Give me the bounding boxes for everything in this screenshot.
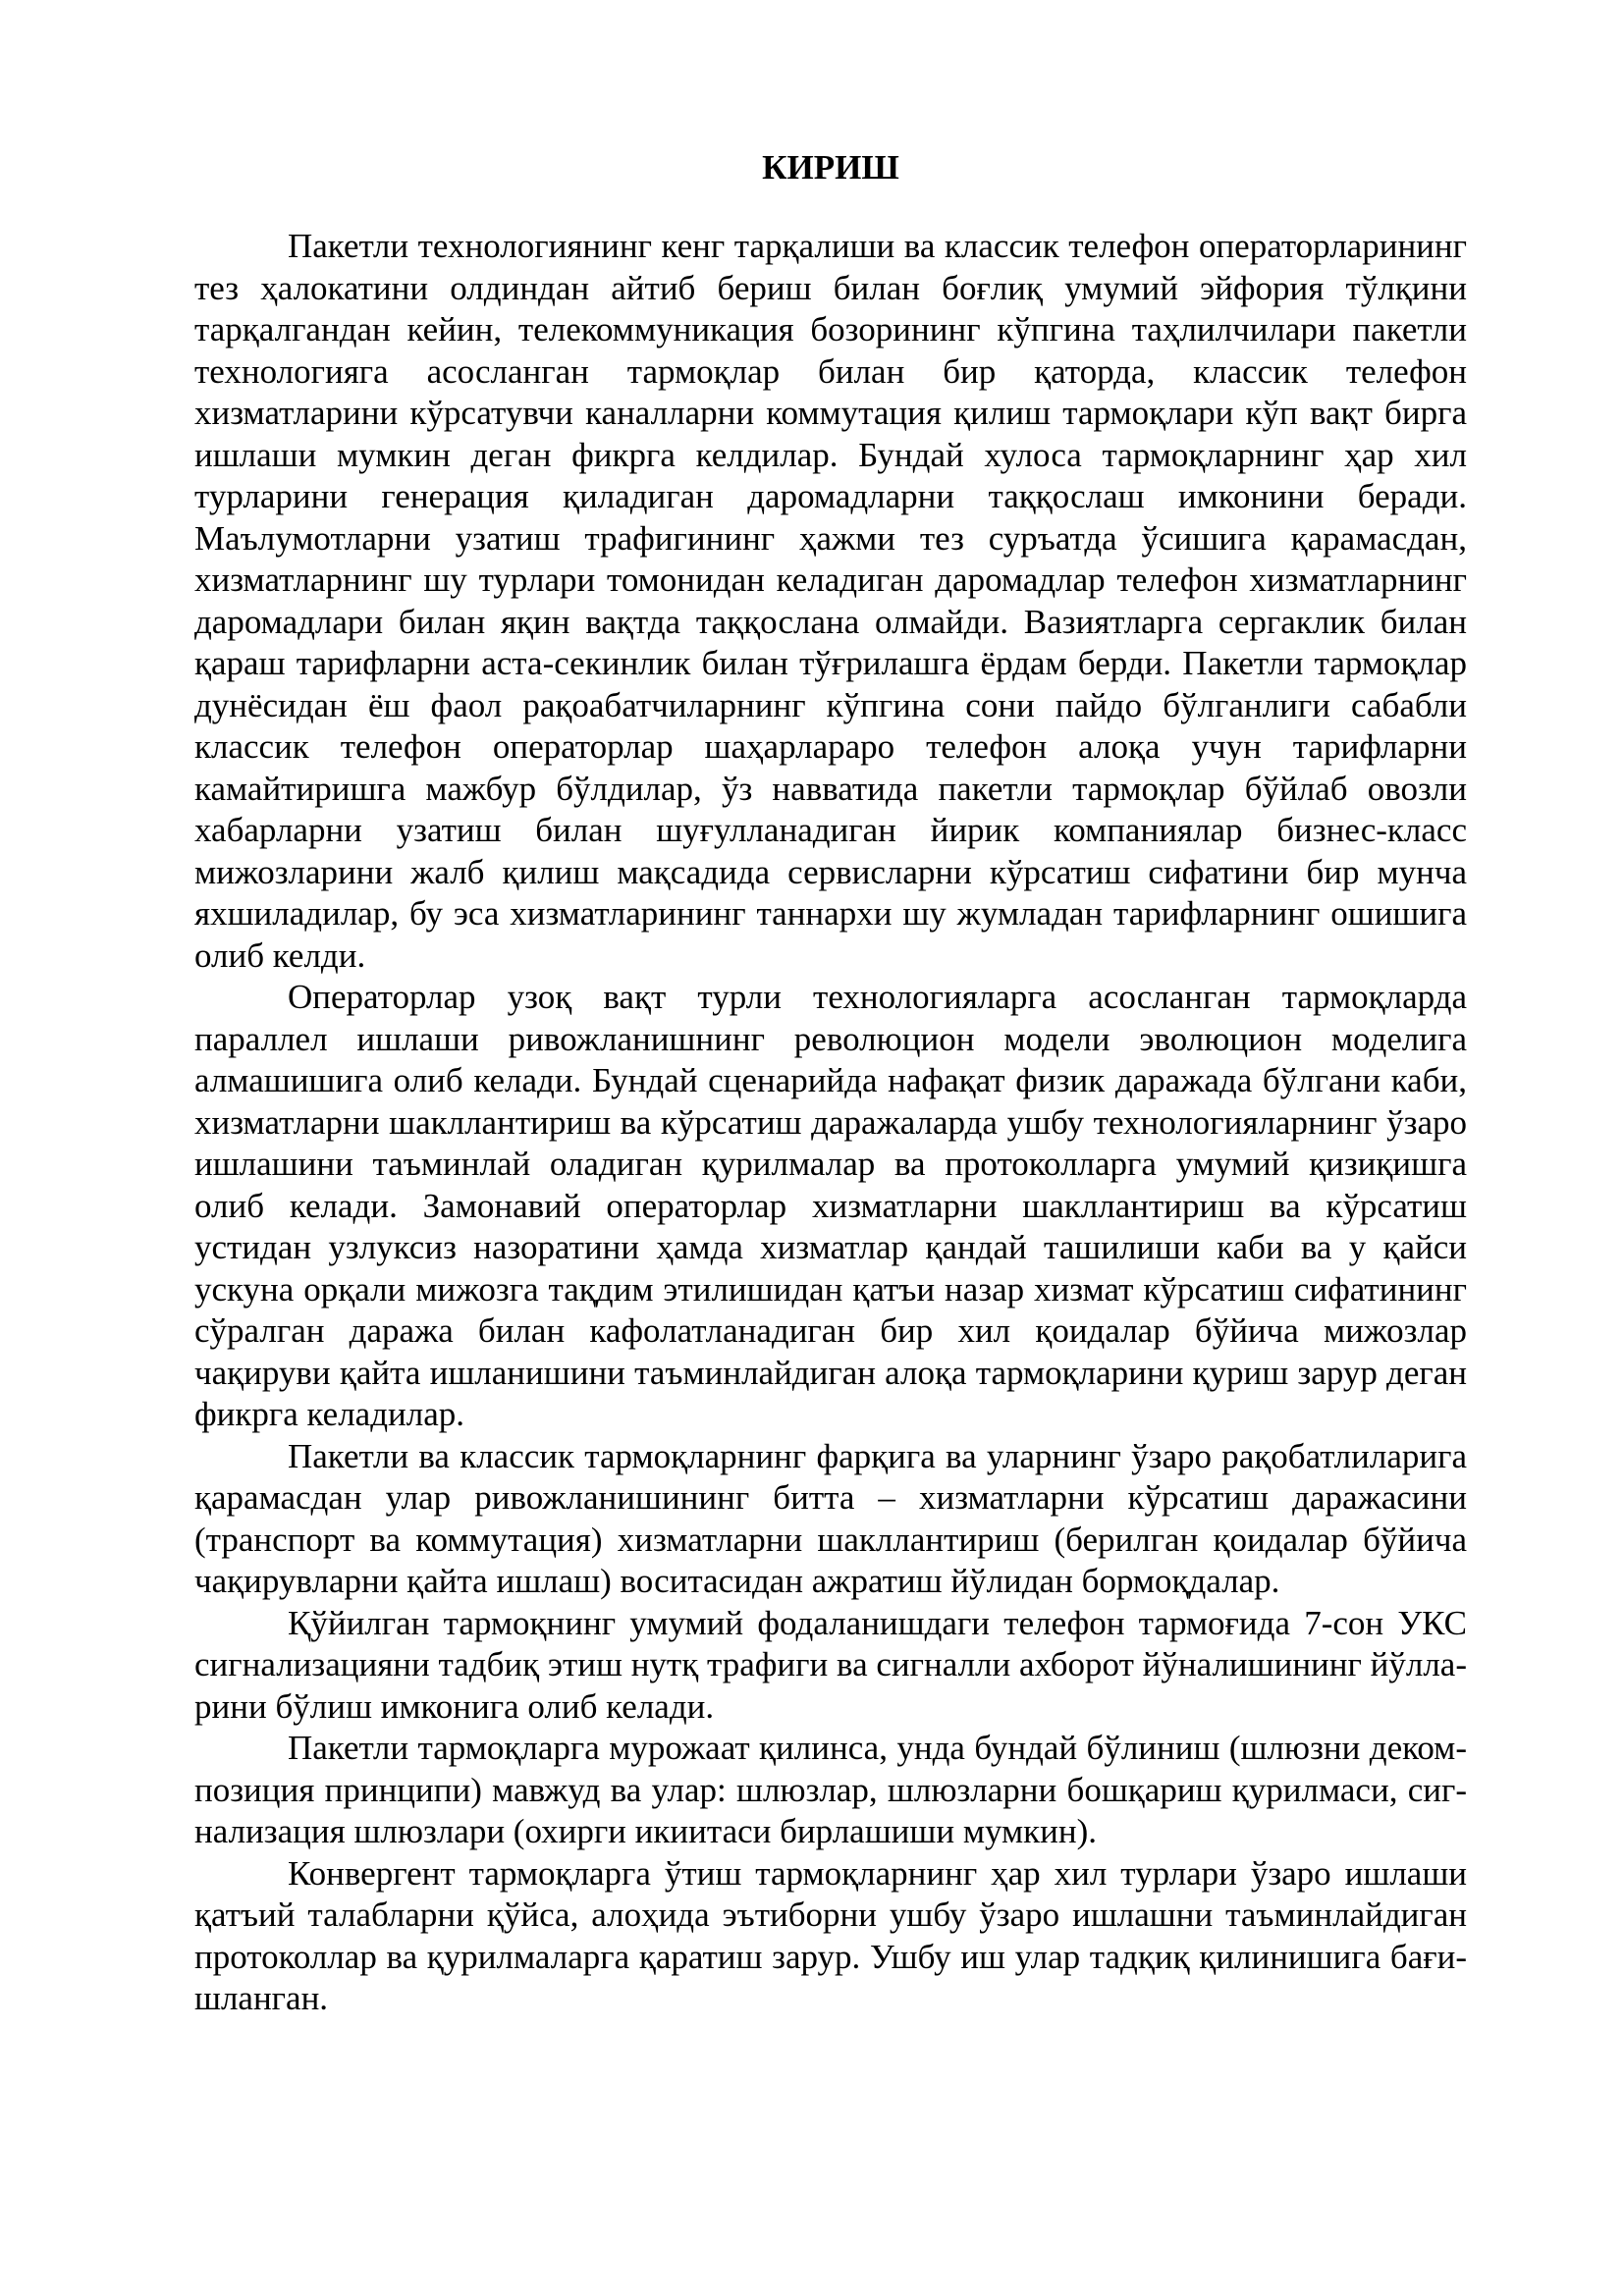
document-page (194, 147, 1467, 2020)
paragraph-6: Конвергент тармоқларга ўтиш тармоқларнинг ҳар хил турлари ўзаро ишлаши қатъий талабларни қўйса, алоҳида эътиборни ушбу ўзаро ишлашни таъминлайдиган протоколлар ва қурилмаларга қаратиш зарур. Ушбу иш улар тадқиқ қилинишига бағишланган. (194, 1853, 1467, 2017)
page-title: КИРИШ (762, 148, 899, 187)
paragraph-1: Пакетли технологиянинг кенг тарқалиши ва классик телефон операторларининг тез ҳалокатини олдиндан айтиб бериш билан боғлиқ умумий эйфория тўлқини тарқалгандан кейин, телекоммуникация бозорининг кўпгина таҳлилчилари пакетли технологияга асосланган тармоқлар билан бир қаторда, классик телефон хизматларини кўрсатувчи каналларни коммутация қилиш тармоқлари кўп вақт бирга ишлаши мумкин деган фикрга келдилар. Бундай хулоса тармоқларнинг ҳар хил турларини генерация қиладиган даромадларни таққослаш имконини беради. Маълумотларни узатиш трафигининг ҳажми тез суръатда ўсишига қарамасдан, хизматларнинг шу турлари томонидан келадиган даромадлар телефон хизматларнинг даромадлари билан яқин вақтда таққослана олмайди. Вазиятларга сергаклик билан қараш тарифларни аста-секинлик билан тўғрилашга ёрдам берди. Пакетли тармоқлар дунёсидан ёш фаол рақоабатчиларнинг кўпгина сони пайдо бўлганлиги сабабли классик телефон операторлар шаҳарлараро телефон алоқа учун тарифларни камайтиришга мажбур бўлдилар, ўз навватида пакетли тармоқлар бўйлаб овозли хабарларни узатиш билан шуғулланадиган йирик компаниялар бизнес-класс мижозларини жалб қилиш мақсадида сервисларни кўрсатиш сифатини бир мунча яхшиладилар, бу эса хизматларининг таннархи шу жумладан тарифларнинг ошишига олиб келди. (194, 227, 1467, 975)
paragraph-5: Пакетли тармоқларга мурожаат қилинса, унда бундай бўлиниш (шлюзни декомпозиция принципи) мавжуд ва улар: шлюзлар, шлюзларни бошқариш қурилмаси, сигнализация шлюзлари (охирги икиитаси бирлашиши мумкин). (194, 1729, 1467, 1850)
paragraph-4: Қўйилган тармоқнинг умумий фодаланишдаги телефон тармоғида 7-сон УКС сигнализацияни тадбиқ этиш нутқ трафиги ва сигналли ахборот йўналишининг йўлларини бўлиш имконига олиб келади. (194, 1603, 1467, 1726)
paragraph-3: Пакетли ва классик тармоқларнинг фарқига ва уларнинг ўзаро рақобатлиларига қарамасдан улар ривожланишининг битта – хизматларни кўрсатиш даражасини (транспорт ва коммутация) хизматларни шакллантириш (берилган қоидалар бўйича чақирувларни қайта ишлаш) воситасидан ажратиш йўлидан бормоқдалар. (194, 1436, 1467, 1600)
paragraph-2: Операторлар узоқ вақт турли технологияларга асосланган тармоқларда параллел ишлаши ривожланишнинг революцион модели эволюцион моделига алмашишига олиб келади. Бундай сценарийда нафақат физик даражада бўлгани каби, хизматларни шакллантириш ва кўрсатиш даражаларда ушбу технологияларнинг ўзаро ишлашини таъминлай оладиган қурилмалар ва протоколларга умумий қизиқишга олиб келади. Замонавий операторлар хизматларни шакллантириш ва кўрсатиш устидан узлуксиз назоратини ҳамда хизматлар қандай ташилиши каби ва у қайси ускуна орқали мижозга тақдим этилишидан қатъи назар хизмат кўрсатиш сифатининг сўралган даража билан кафолатланадиган бир хил қоидалар бўйича мижозлар чақируви қайта ишланишини таъминлайдиган алоқа тармоқларини қуриш зарур деган фикрга келадилар. (194, 978, 1467, 1433)
